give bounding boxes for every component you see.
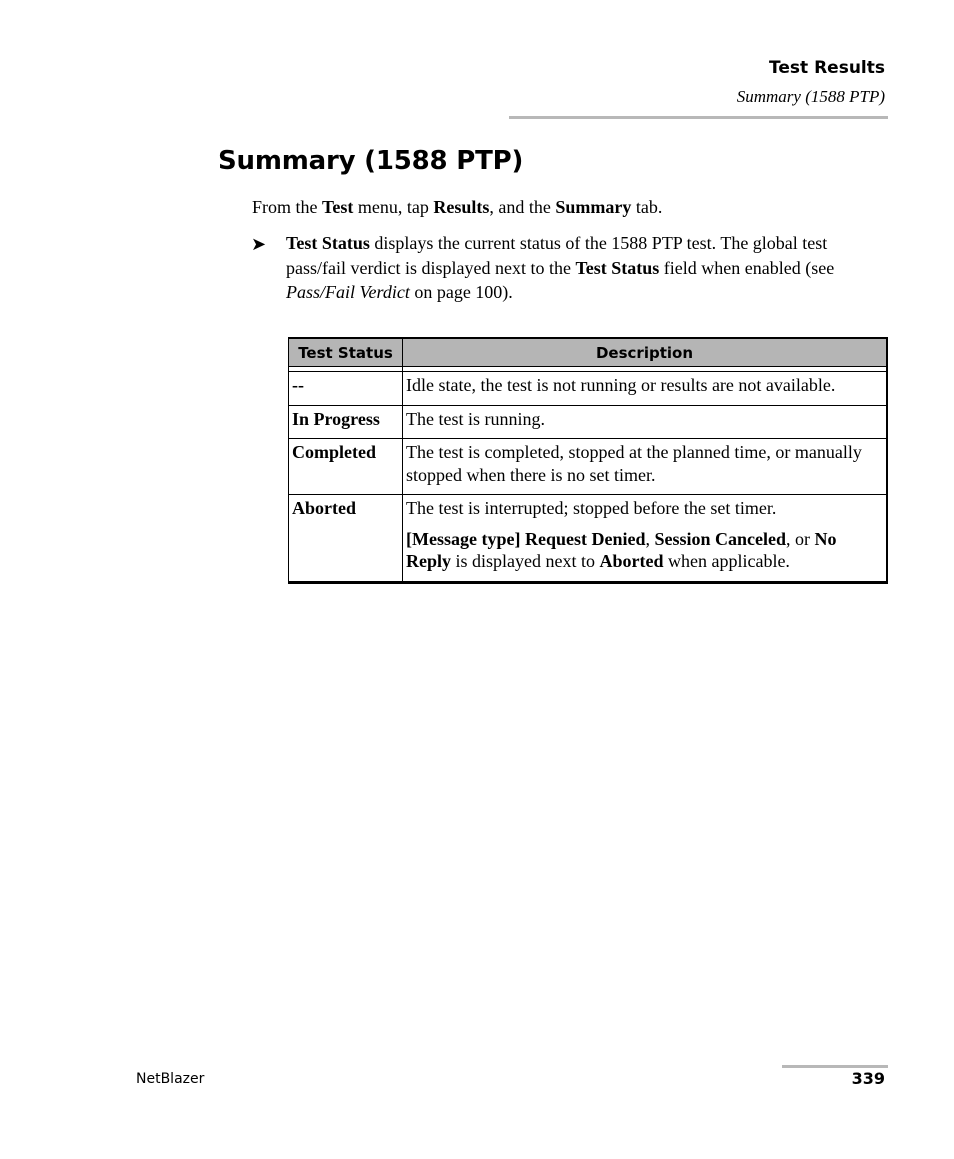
description-cell: Idle state, the test is not running or results are not available.	[403, 372, 888, 406]
description-text: The test is interrupted; stopped before the set timer.	[406, 498, 777, 518]
status-cell: Completed	[289, 439, 403, 495]
bullet-paragraph: Test Status displays the current status of the 1588 PTP test. The global test pass/fail verdict is displayed next to the Test Status field when enabled (see Pass/Fail Verdict on page 100).	[286, 233, 835, 302]
table-row	[289, 405, 888, 439]
status-cell: In Progress	[289, 405, 403, 439]
footer-product-name: NetBlazer	[136, 1071, 205, 1087]
running-header-subsection: Summary (1588 PTP)	[736, 87, 885, 106]
description-cell	[403, 495, 888, 583]
page-number: 339	[851, 1069, 885, 1088]
table-row	[289, 439, 888, 495]
test-status-table	[288, 337, 888, 584]
header-rule	[509, 116, 888, 119]
table-row	[289, 372, 888, 406]
table-row	[289, 495, 888, 583]
description-cell: The test is running.	[403, 405, 888, 439]
intro-paragraph: From the Test menu, tap Results, and the Summary tab.	[252, 197, 663, 217]
running-header-section: Test Results	[769, 58, 885, 78]
page-title: Summary (1588 PTP)	[218, 146, 524, 176]
status-cell: Aborted	[289, 495, 403, 583]
bullet-arrow-icon: ➤	[251, 234, 267, 254]
description-note: [Message type] Request Denied, Session Canceled, or No Reply is displayed next to Aborted when applicable.	[406, 528, 837, 571]
footer-rule	[782, 1065, 888, 1068]
table-header-row	[289, 338, 888, 367]
column-header-description: Description	[403, 338, 888, 367]
description-cell: The test is completed, stopped at the planned time, or manually stopped when there is no set timer.	[403, 439, 888, 495]
status-cell: --	[289, 372, 403, 406]
column-header-test-status: Test Status	[289, 338, 403, 367]
